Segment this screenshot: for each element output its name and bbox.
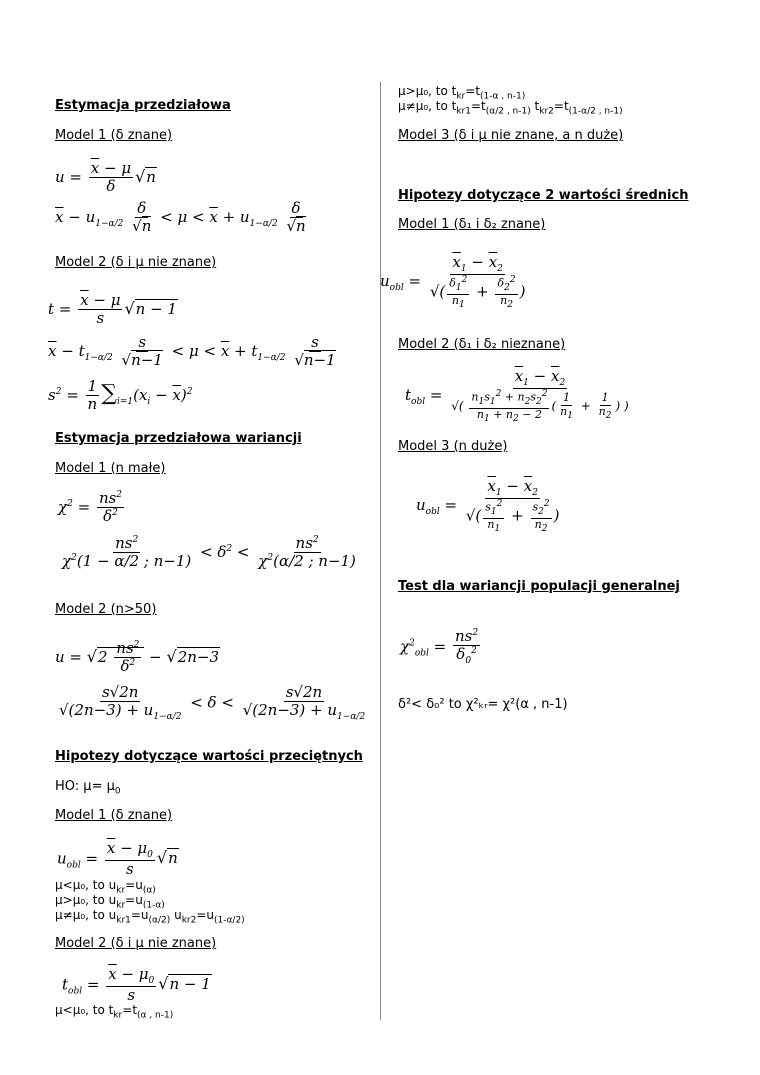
heading-srednich: Hipotezy dotyczące 2 wartości średnich [398, 188, 689, 203]
formula-u-large: u = √2 $\frac{ns^2}{\delta^2}$ − √2n−3 [55, 639, 220, 676]
t-cond-3: μ≠μ₀, to $t_{kr1}=t_{(\alpha/2 , n-1)}$ $t_{kr2}=t_{(1-\alpha/2 , n-1)}$ [398, 99, 623, 117]
formula-u-obl: $u_{obl}$ = $\frac{\overline{x} - \mu_0}{s}$ √n [57, 839, 178, 879]
model1-hip-label: Model 1 (δ znane) [55, 808, 173, 823]
model1-label: Model 1 (δ znane) [55, 128, 173, 143]
model3-label: Model 3 (δ i μ nie znane, a n duże) [398, 128, 624, 143]
final-condition: δ²< δ₀² to χ²ₖᵣ= χ²(α , n-1) [398, 697, 568, 712]
formula-u-obl-3: $u_{obl}$ = $\overline{x}_1 - \overline{x}_2$ √( $\frac{s_1^2}{n_1}$ + $\frac{s_2^2}{n_2}$ ) [416, 477, 560, 534]
formula-interval-1: $\overline{x} - u_{1-\alpha/2}$ $\frac{\delta}{√n}$ < $\mu < \overline{x} + u_{1-\alpha/2}$ $\frac{\delta}{√n}$ [55, 199, 306, 236]
formula-s2: $s^2$ = $\frac{1}{n}$ $\sum_{i=1}(x_i - \overline{x})^2$ [48, 377, 193, 414]
formula-chi2: $\chi^2$ = $\frac{ns^2}{\delta^2}$ [58, 489, 123, 526]
formula-interval-2: $\overline{x} - t_{1-\alpha/2}$ $\frac{s}{√n-1}$ < $\mu < \overline{x} + t_{1-\alpha/2}$ $\frac{s}{√n-1}$ [48, 333, 336, 370]
u-cond-3: μ≠μ₀, to $u_{kr1}=u_{(\alpha/2)}$ $u_{kr2}=u_{(1-\alpha/2)}$ [55, 908, 245, 926]
column-divider [380, 82, 381, 1020]
heading-test: Test dla wariancji populacji generalnej [398, 579, 680, 594]
model1-male-label: Model 1 (n małe) [55, 461, 166, 476]
formula-chi2-obl: $\chi^2_{obl}$ = $\frac{ns^2}{\delta_0^2}$ [400, 627, 479, 667]
formula-chi2-interval: $\frac{ns^2}{\chi^2(1 - \alpha/2 ; n-1)}$ < $\delta^2$ < $\frac{ns^2}{\chi^2(\alpha/2 ; n-1)}$ [62, 534, 356, 571]
formula-u: u = $\frac{\overline{x} - \mu}{\delta}$ √n [55, 159, 156, 196]
t-cond-2: μ>μ₀, to $t_{kr}=t_{(1-\alpha , n-1)}$ [398, 84, 526, 102]
heading-hipotezy: Hipotezy dotyczące wartości przeciętnych [55, 749, 363, 764]
h0-line: HO: $\mu= \mu_0$ [55, 779, 121, 797]
u-cond-1: μ<μ₀, to $u_{kr}=u_{(\alpha)}$ [55, 878, 156, 896]
t-cond-1: μ<μ₀, to $t_{kr}=t_{(\alpha , n-1)}$ [55, 1003, 174, 1021]
model2-50-label: Model 2 (n>50) [55, 602, 157, 617]
heading-estymacja: Estymacja przedziałowa [55, 98, 231, 113]
model2-label: Model 2 (δ i μ nie znane) [55, 255, 217, 270]
formula-t: t = $\frac{\overline{x} - \mu}{s}$ √n − 1 [48, 291, 177, 328]
formula-delta-interval: $\frac{s√2n}{√(2n-3) + u_{1-\alpha/2}}$ < δ < $\frac{s√2n}{√(2n-3) + u_{1-\alpha/2}}$ [59, 683, 366, 723]
model2-hip-label: Model 2 (δ i μ nie znane) [55, 936, 217, 951]
formula-t-obl: $t_{obl}$ = $\frac{\overline{x} - \mu_0}{s}$ √n − 1 [62, 965, 211, 1005]
formula-t-obl-2: $t_{obl}$ = $\overline{x}_1 - \overline{x}_2$ √( $\frac{n_1s_1^2 + n_2s_2^2}{n_1 + n_2 - 2}$ ( $\frac{1}{n_1}$ + $\frac{1}{n_2}$ ) ) [405, 367, 629, 424]
model3-2-label: Model 3 (n duże) [398, 439, 508, 454]
formula-u-obl-2: $u_{obl}$ = $\overline{x}_1 - \overline{x}_2$ √( $\frac{\delta_1^2}{n_1}$ + $\frac{\delta_2^2}{n_2}$ ) [380, 253, 526, 310]
model1-2-label: Model 1 (δ₁ i δ₂ znane) [398, 217, 546, 232]
model2-2-label: Model 2 (δ₁ i δ₂ nieznane) [398, 337, 566, 352]
u-cond-2: μ>μ₀, to $u_{kr}=u_{(1-\alpha)}$ [55, 893, 165, 911]
heading-wariancji: Estymacja przedziałowa wariancji [55, 431, 302, 446]
